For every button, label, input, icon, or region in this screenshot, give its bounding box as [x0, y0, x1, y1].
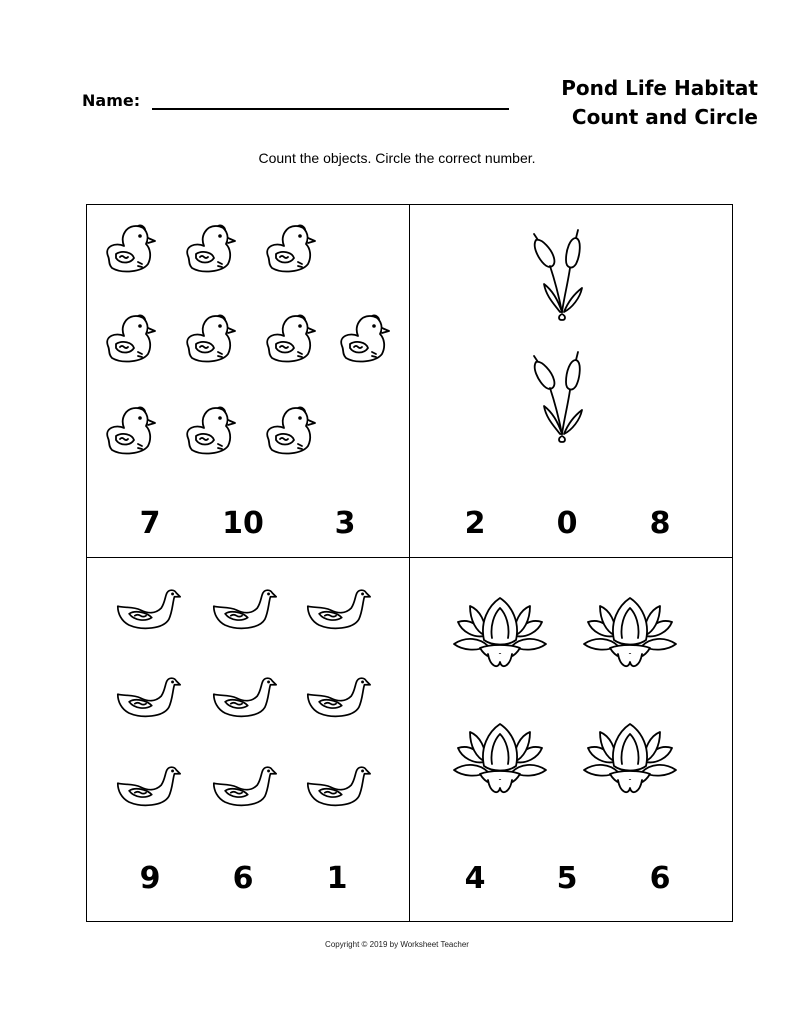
answer-choice[interactable]: 5: [556, 861, 578, 896]
swan-icon: [114, 673, 182, 723]
swan-icon: [114, 762, 182, 812]
answer-choice[interactable]: 8: [649, 506, 671, 541]
grid-divider-vertical: [409, 204, 410, 922]
duck-icon: [258, 216, 322, 280]
lotus-icon: [450, 718, 550, 798]
name-field-line[interactable]: [152, 108, 509, 110]
grid-divider-horizontal: [86, 557, 733, 558]
answer-choice[interactable]: 9: [139, 861, 161, 896]
answer-choice[interactable]: 6: [649, 861, 671, 896]
cattail-icon: [520, 350, 592, 446]
lotus-icon: [450, 592, 550, 672]
swan-icon: [210, 673, 278, 723]
cattail-icon: [520, 228, 592, 324]
answer-choice[interactable]: 7: [139, 506, 161, 541]
duck-icon: [258, 306, 322, 370]
answer-choice[interactable]: 4: [464, 861, 486, 896]
copyright: Copyright © 2019 by Worksheet Teacher: [325, 940, 469, 949]
duck-icon: [178, 306, 242, 370]
instructions: Count the objects. Circle the correct number.: [258, 150, 536, 166]
duck-icon: [178, 216, 242, 280]
swan-icon: [304, 673, 372, 723]
answer-choice[interactable]: 1: [326, 861, 348, 896]
answer-choice[interactable]: 3: [334, 506, 356, 541]
answer-choice[interactable]: 2: [464, 506, 486, 541]
duck-icon: [258, 398, 322, 462]
swan-icon: [304, 762, 372, 812]
swan-icon: [210, 585, 278, 635]
answer-choice[interactable]: 0: [556, 506, 578, 541]
swan-icon: [114, 585, 182, 635]
duck-icon: [332, 306, 396, 370]
swan-icon: [304, 585, 372, 635]
name-label: Name:: [82, 91, 141, 110]
lotus-icon: [580, 592, 680, 672]
answer-choice[interactable]: 6: [232, 861, 254, 896]
duck-icon: [98, 398, 162, 462]
duck-icon: [98, 306, 162, 370]
answer-choice[interactable]: 10: [222, 506, 264, 541]
duck-icon: [178, 398, 242, 462]
worksheet-title: [561, 74, 758, 132]
duck-icon: [98, 216, 162, 280]
lotus-icon: [580, 718, 680, 798]
title-line-1: Pond Life Habitat: [561, 76, 758, 100]
title-line-2: Count and Circle: [571, 105, 758, 129]
swan-icon: [210, 762, 278, 812]
